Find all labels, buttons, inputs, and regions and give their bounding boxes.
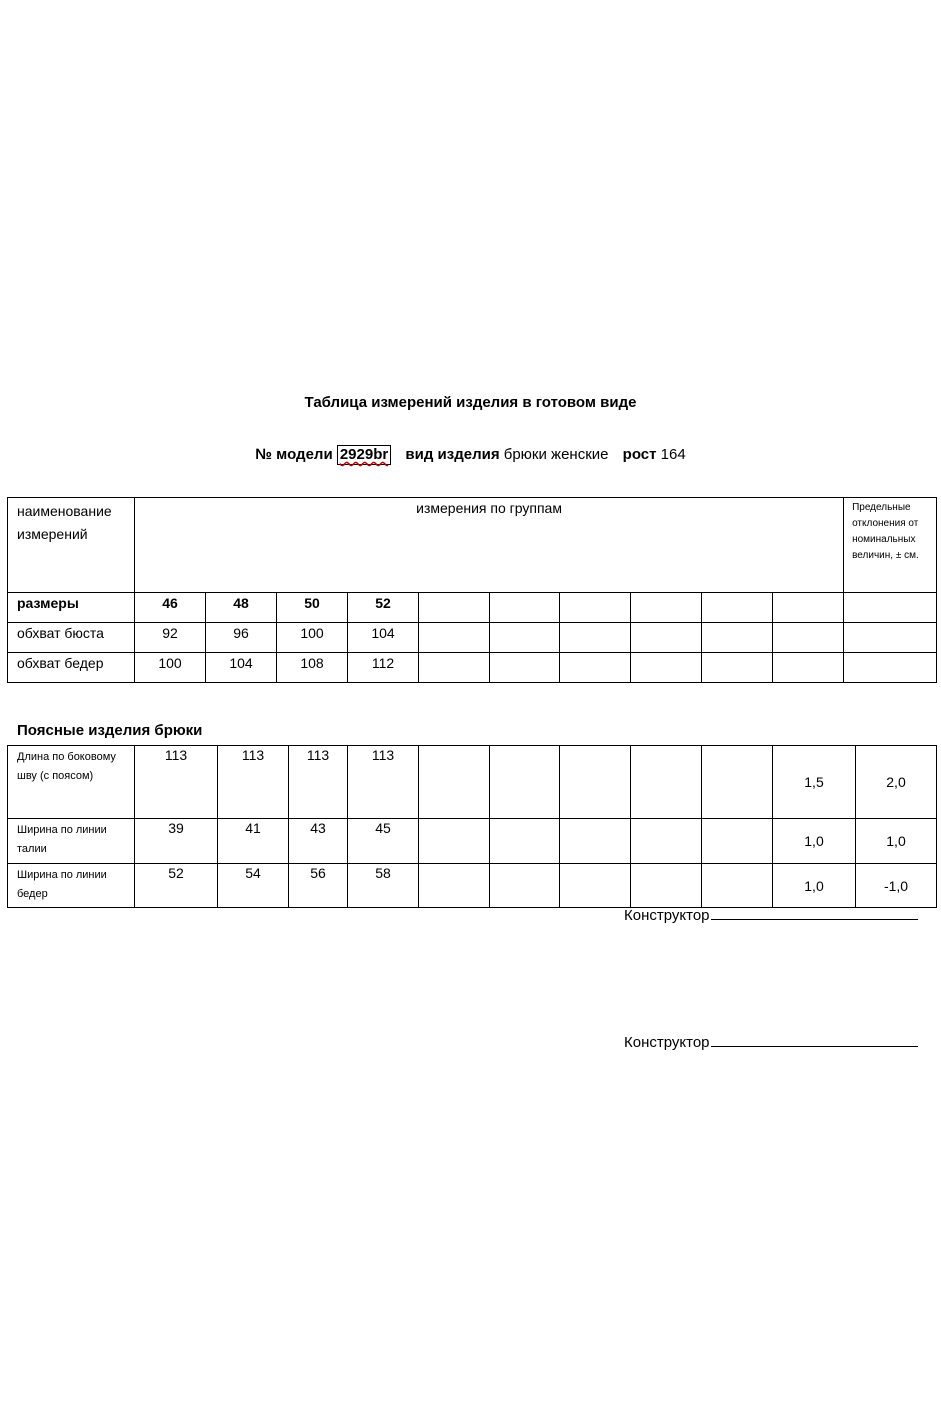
table-row — [8, 819, 937, 864]
empty-cell — [631, 746, 702, 819]
empty-cell — [419, 864, 490, 908]
empty-cell — [631, 623, 702, 653]
table-row — [8, 864, 937, 908]
deviation-cell: -1,0 — [856, 864, 937, 908]
deviation-header: Предельные отклонения от номинальных величин, ± см. — [844, 498, 937, 593]
constructor-signature — [624, 905, 918, 924]
empty-cell — [773, 593, 844, 623]
empty-cell — [702, 593, 773, 623]
table-row — [8, 746, 937, 819]
empty-cell — [560, 864, 631, 908]
row-label: Ширина по линии талии — [8, 819, 135, 864]
table-row — [8, 623, 937, 653]
product-type: брюки женские — [503, 446, 609, 463]
empty-cell — [490, 746, 560, 819]
empty-cell — [631, 864, 702, 908]
empty-cell — [419, 653, 490, 683]
empty-cell — [844, 593, 937, 623]
empty-cell — [560, 653, 631, 683]
empty-cell — [631, 819, 702, 864]
value-cell: 45 — [348, 819, 419, 864]
empty-cell — [702, 864, 773, 908]
deviation-cell: 1,5 — [773, 746, 856, 819]
col-name-header: наименование измерений — [8, 498, 135, 593]
empty-cell — [702, 746, 773, 819]
deviation-cell: 2,0 — [856, 746, 937, 819]
size-cell: 46 — [135, 593, 206, 623]
value-cell: 113 — [348, 746, 419, 819]
empty-cell — [631, 653, 702, 683]
groups-header: измерения по группам — [135, 498, 844, 593]
empty-cell — [419, 746, 490, 819]
model-info-line — [0, 445, 941, 465]
empty-cell — [419, 623, 490, 653]
empty-cell — [844, 623, 937, 653]
constructor-signature — [624, 1032, 918, 1051]
value-cell: 43 — [289, 819, 348, 864]
constructor-label: Конструктор — [624, 907, 710, 924]
signature-line — [711, 1032, 918, 1047]
value-cell: 113 — [135, 746, 218, 819]
value-cell: 104 — [206, 653, 277, 683]
deviation-cell: 1,0 — [773, 864, 856, 908]
value-cell: 100 — [277, 623, 348, 653]
product-type-label: вид изделия — [405, 446, 500, 463]
waist-garments-table — [7, 745, 937, 908]
deviation-cell: 1,0 — [856, 819, 937, 864]
empty-cell — [773, 623, 844, 653]
table-header-row — [8, 498, 937, 593]
empty-cell — [490, 623, 560, 653]
model-number: 2929br — [339, 446, 389, 463]
empty-cell — [702, 819, 773, 864]
value-cell: 39 — [135, 819, 218, 864]
table-row — [8, 653, 937, 683]
row-label: обхват бюста — [8, 623, 135, 653]
size-cell: 50 — [277, 593, 348, 623]
empty-cell — [702, 653, 773, 683]
empty-cell — [490, 653, 560, 683]
height-label: рост — [622, 446, 657, 463]
value-cell: 54 — [218, 864, 289, 908]
empty-cell — [560, 746, 631, 819]
value-cell: 56 — [289, 864, 348, 908]
row-label: Длина по боковому шву (с поясом) — [8, 746, 135, 819]
document-title: Таблица измерений изделия в готовом виде — [304, 394, 637, 411]
value-cell: 41 — [218, 819, 289, 864]
value-cell: 92 — [135, 623, 206, 653]
empty-cell — [702, 623, 773, 653]
empty-cell — [560, 623, 631, 653]
empty-cell — [560, 593, 631, 623]
empty-cell — [490, 819, 560, 864]
size-cell: 52 — [348, 593, 419, 623]
value-cell: 52 — [135, 864, 218, 908]
model-label: № модели — [255, 446, 333, 463]
value-cell: 113 — [289, 746, 348, 819]
height-value: 164 — [660, 446, 686, 463]
empty-cell — [419, 819, 490, 864]
empty-cell — [631, 593, 702, 623]
deviation-cell: 1,0 — [773, 819, 856, 864]
section-title: Поясные изделия брюки — [17, 722, 203, 739]
measurements-table — [7, 497, 937, 683]
model-number-box — [337, 445, 391, 465]
value-cell: 108 — [277, 653, 348, 683]
empty-cell — [560, 819, 631, 864]
empty-cell — [490, 864, 560, 908]
value-cell: 112 — [348, 653, 419, 683]
row-label: обхват бедер — [8, 653, 135, 683]
value-cell: 96 — [206, 623, 277, 653]
size-cell: 48 — [206, 593, 277, 623]
value-cell: 113 — [218, 746, 289, 819]
constructor-label: Конструктор — [624, 1034, 710, 1051]
table-row — [8, 593, 937, 623]
empty-cell — [773, 653, 844, 683]
empty-cell — [844, 653, 937, 683]
empty-cell — [419, 593, 490, 623]
signature-line — [711, 905, 918, 920]
sizes-label: размеры — [8, 593, 135, 623]
value-cell: 104 — [348, 623, 419, 653]
value-cell: 100 — [135, 653, 206, 683]
row-label: Ширина по линии бедер — [8, 864, 135, 908]
value-cell: 58 — [348, 864, 419, 908]
empty-cell — [490, 593, 560, 623]
